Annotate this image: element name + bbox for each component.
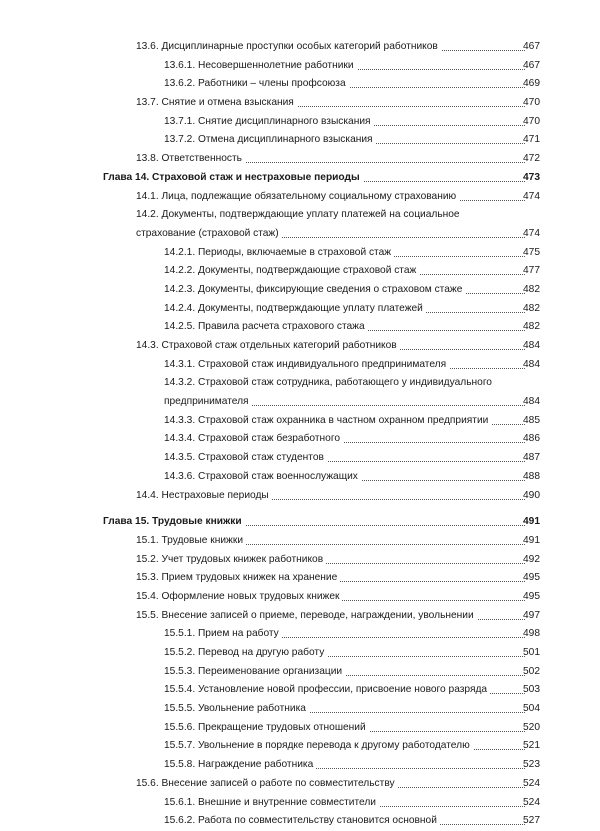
toc-title: 14.3.4. Страховой стаж безработного [164, 433, 343, 444]
toc-entry [164, 281, 600, 300]
toc-title: 13.8. Ответственность [136, 153, 245, 164]
toc-page-number: 520 [523, 721, 540, 733]
toc-entry [164, 318, 600, 337]
toc-page-number: 467 [523, 41, 540, 52]
toc-title: 13.7.1. Снятие дисциплинарного взыскания [164, 116, 374, 127]
toc-page-number: 477 [523, 265, 540, 277]
toc-page-number: 488 [523, 470, 540, 482]
toc-title: 14.3.3. Страховой стаж охранника в частном охранном предприятии [164, 415, 491, 426]
toc-title: 14.3.5. Страховой стаж студентов [164, 452, 327, 463]
toc-entry [164, 700, 600, 719]
toc-title: 15.5.5. Увольнение работника [164, 703, 309, 714]
toc-page-number: 471 [523, 134, 540, 146]
toc-entry [164, 756, 600, 775]
toc-page-number: 484 [523, 358, 540, 370]
toc-entry [136, 551, 600, 570]
toc-title: 13.7.2. Отмена дисциплинарного взыскания [164, 134, 376, 145]
toc-page-number: 470 [523, 115, 540, 127]
toc-title: 15.5.4. Установление новой профессии, присвоение нового разряда [164, 684, 490, 695]
toc-entry [164, 430, 600, 449]
toc-page-number: 474 [523, 190, 540, 202]
toc-title: 14.3.1. Страховой стаж индивидуального предпринимателя [164, 359, 449, 370]
toc-entry [136, 532, 600, 551]
toc-entry [136, 569, 600, 588]
toc-entry [136, 206, 600, 243]
table-of-contents [0, 38, 600, 831]
toc-page-number: 524 [523, 777, 540, 789]
toc-title: 15.5.8. Награждение работника [164, 759, 316, 770]
toc-page-number: 492 [523, 553, 540, 565]
toc-entry [164, 374, 600, 411]
toc-entry [164, 57, 600, 76]
toc-title: 14.2.2. Документы, подтверждающие страховой стаж [164, 265, 419, 276]
toc-entry [164, 794, 600, 813]
toc-page-number: 484 [523, 396, 540, 408]
toc-title: 14.4. Нестраховые периоды [136, 490, 272, 501]
toc-title: 14.1. Лица, подлежащие обязательному социальному страхованию [136, 191, 459, 202]
toc-entry [164, 681, 600, 700]
toc-page-number: 527 [523, 815, 540, 827]
toc-title: 14.2.5. Правила расчета страхового стажа [164, 321, 368, 332]
toc-page-number: 472 [523, 153, 540, 165]
toc-page-number: 469 [523, 78, 540, 90]
toc-entry [164, 75, 600, 94]
toc-title: 15.4. Оформление новых трудовых книжек [136, 591, 342, 602]
toc-title: 15.1. Трудовые книжки [136, 535, 246, 546]
toc-title-continuation: предпринимателя [164, 396, 252, 407]
toc-page-number: 485 [523, 414, 540, 426]
toc-title: 14.3. Страховой стаж отдельных категорий работников [136, 340, 400, 351]
toc-title: 15.6.1. Внешние и внутренние совместители [164, 797, 379, 808]
toc-entry [164, 812, 600, 831]
toc-title: 14.2.1. Периоды, включаемые в страховой стаж [164, 247, 394, 258]
toc-title: 15.6.2. Работа по совместительству становится основной [164, 815, 440, 826]
toc-title: 14.2. Документы, подтверждающие уплату платежей на социальное [136, 209, 460, 221]
toc-entry [136, 775, 600, 794]
toc-page-number: 473 [523, 171, 540, 183]
toc-title: 15.6. Внесение записей о работе по совместительству [136, 778, 398, 789]
toc-title: 13.7. Снятие и отмена взыскания [136, 97, 297, 108]
toc-page-number: 486 [523, 433, 540, 445]
toc-page-number: 495 [523, 572, 540, 584]
toc-page-number: 482 [523, 283, 540, 295]
toc-page-number: 497 [523, 609, 540, 621]
toc-entry [136, 487, 600, 506]
toc-entry [164, 412, 600, 431]
toc-title: 15.5.1. Прием на работу [164, 628, 282, 639]
toc-title: 14.3.6. Страховой стаж военнослужащих [164, 471, 361, 482]
toc-chapter [103, 513, 600, 532]
toc-page-number: 482 [523, 321, 540, 333]
toc-entry [136, 588, 600, 607]
toc-entry [136, 337, 600, 356]
toc-entry [164, 737, 600, 756]
toc-title: 14.2.3. Документы, фиксирующие сведения о страховом стаже [164, 284, 465, 295]
toc-entry [136, 38, 600, 57]
toc-entry [164, 449, 600, 468]
toc-page-number: 491 [523, 516, 540, 528]
toc-entry [164, 719, 600, 738]
toc-page-number: 521 [523, 740, 540, 752]
toc-entry [164, 300, 600, 319]
toc-title: 14.3.2. Страховой стаж сотрудника, работающего у индивидуального [164, 377, 492, 389]
toc-title-continuation: страхование (страховой стаж) [136, 228, 282, 239]
toc-page-number: 474 [523, 227, 540, 239]
toc-title: 15.5.3. Переименование организации [164, 666, 345, 677]
toc-title: 15.5.7. Увольнение в порядке перевода к другому работодателю [164, 740, 473, 751]
toc-page-number: 484 [523, 340, 540, 351]
toc-title: 13.6.1. Несовершеннолетние работники [164, 60, 357, 71]
toc-page-number: 523 [523, 759, 540, 771]
toc-entry [164, 113, 600, 132]
toc-page-number: 475 [523, 246, 540, 258]
toc-entry [164, 356, 600, 375]
toc-page-number: 495 [523, 590, 540, 602]
toc-title: 15.5.6. Прекращение трудовых отношений [164, 722, 369, 733]
toc-entry [164, 244, 600, 263]
toc-page-number: 487 [523, 452, 540, 464]
toc-page-number: 502 [523, 665, 540, 677]
toc-title: 15.2. Учет трудовых книжек работников [136, 554, 326, 565]
toc-page-number: 470 [523, 97, 540, 109]
toc-entry [164, 262, 600, 281]
toc-entry [136, 188, 600, 207]
toc-entry [164, 625, 600, 644]
toc-title: 15.3. Прием трудовых книжек на хранение [136, 572, 340, 583]
toc-entry [164, 468, 600, 487]
toc-title: Глава 15. Трудовые книжки [103, 516, 245, 527]
toc-page-number: 503 [523, 684, 540, 696]
toc-page-number: 501 [523, 647, 540, 658]
toc-entry [136, 607, 600, 626]
toc-title: 13.6.2. Работники – члены профсоюза [164, 78, 349, 89]
toc-page-number: 491 [523, 534, 540, 546]
toc-title: 15.5.2. Перевод на другую работу [164, 647, 327, 658]
toc-page-number: 498 [523, 628, 540, 640]
toc-page-number: 524 [523, 796, 540, 808]
toc-title: Глава 14. Страховой стаж и нестраховые периоды [103, 172, 363, 183]
toc-title: 13.6. Дисциплинарные проступки особых категорий работников [136, 41, 441, 52]
toc-page-number: 467 [523, 59, 540, 71]
toc-page-number: 490 [523, 489, 540, 501]
toc-title: 14.2.4. Документы, подтверждающие уплату платежей [164, 303, 426, 314]
toc-entry [164, 663, 600, 682]
toc-entry [164, 644, 600, 663]
toc-page-number: 482 [523, 302, 540, 314]
toc-title: 15.5. Внесение записей о приеме, переводе, награждении, увольнении [136, 610, 477, 621]
toc-page-number: 504 [523, 703, 540, 715]
toc-entry [136, 94, 600, 113]
toc-chapter [103, 169, 600, 188]
toc-entry [164, 131, 600, 150]
toc-entry [136, 150, 600, 169]
